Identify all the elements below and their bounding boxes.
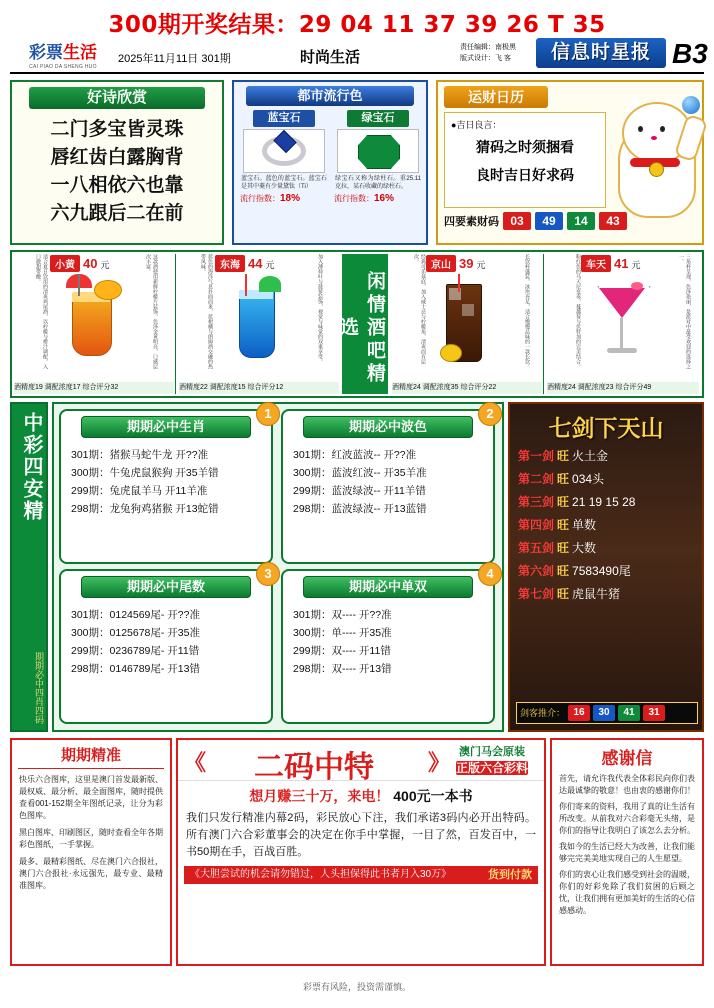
cocktail-image [593, 278, 653, 370]
prediction-row: 301期：0124569尾- 开??准 [71, 609, 200, 621]
gem-index-label: 流行指数： [334, 194, 374, 203]
drink-unit: 元 [265, 260, 275, 270]
drink-name: 东海 [215, 255, 245, 272]
drink-footer: 酒精度24 调配浓度23 综合评分49 [547, 382, 699, 394]
cocktail-image [436, 274, 492, 370]
drink-note-left: 粉红色的马天尼变奏，蔓越莓与伏特加的完美结合。 [575, 254, 581, 369]
emerald-image [337, 129, 419, 173]
cocktail-image [64, 274, 120, 370]
calendar-number: 49 [535, 212, 563, 230]
ad-headline-a: 想月赚三十万，来电！ [249, 788, 390, 804]
ad-right-title: 感谢信 [601, 749, 653, 768]
sword-row [518, 539, 702, 558]
prediction-row: 298期：0146789尾- 开13错 [71, 663, 200, 675]
sword-pick-number: 16 [568, 705, 590, 721]
calendar-numbers-label: 四要素财码 [444, 216, 499, 228]
ads-row [10, 738, 704, 966]
poem-line: 唇红齿白露胸背 [50, 146, 184, 168]
brand-banner: 信息时星报 [536, 38, 666, 68]
prediction-grid [52, 402, 504, 732]
card-title: 期期必中单双 [303, 576, 473, 598]
calendar-number: 14 [567, 212, 595, 230]
calendar-poem-line: 猜码之时须捆看 [476, 140, 574, 156]
poem-line: 一八相依六也靠 [50, 174, 184, 196]
drink-header [215, 255, 274, 269]
prediction-row: 299期：0236789尾- 开11错 [71, 645, 200, 657]
ad-left-title: 期期精准 [60, 747, 121, 764]
drink-card [545, 252, 702, 396]
drink-unit: 元 [476, 260, 486, 270]
editor-credits [460, 42, 516, 64]
ad-center-panel [176, 738, 546, 966]
logo-text-b: 生活 [63, 43, 97, 62]
ad-right-paragraph: 你们寄来的资料，我用了真的让生活有所改变。从前我对六合彩毫无头绪，是你们的指导让我明白了该怎么去分析。 [559, 802, 695, 835]
sword-flag: 旺 [557, 541, 570, 555]
ad-note-text: 《大胆尝试的机会请勿错过，人头担保得此书者月入30万》 [190, 869, 452, 880]
sword-value: 7583490尾 [572, 564, 631, 578]
sword-flag: 旺 [557, 495, 570, 509]
sword-flag: 旺 [557, 449, 570, 463]
logo-pinyin: CAI PIAO DA SHENG HUO [29, 64, 97, 70]
ad-center-body: 我们只发行精准内幕2码，彩民放心下注，我们承诺3码内必开出特码。所有澳门六合彩董事会的决定在你手中掌握，一目了然，百发百中，一书50期在手，百战百胜。 [186, 812, 536, 858]
ad-left-paragraph: 最多、最精彩图纸、尽在澳门六合报社，澳门六合报社·永远强先，最专业、最精准图库。 [19, 857, 163, 890]
ad-left-paragraph: 快乐六合图库，这里是澳门首发最新版、最权威、最分析、最全面图库，随时提供查看001-152期全年图纸记录，让分为彩色图库。 [19, 775, 163, 820]
prediction-row: 298期：蓝波绿波-- 开13蓝错 [293, 503, 427, 515]
drink-note-right: 加入薄荷叶与菠萝装饰，视觉与味觉的双重享受。 [317, 254, 323, 364]
drink-card [177, 252, 341, 396]
gem-index-value: 16% [374, 193, 395, 204]
sword-value: 单数 [572, 518, 597, 532]
drink-price: 39 [459, 256, 474, 271]
poem-line: 六九跟后二在前 [50, 202, 184, 224]
prediction-row: 300期：0125678尾- 开35准 [71, 627, 200, 639]
drinks-center-label: 闲情酒吧精选 [342, 254, 388, 394]
drink-header [50, 255, 109, 269]
row-top [10, 80, 704, 245]
left-banner-title: 中彩四安精 [20, 412, 42, 522]
sword-key: 第三剑 [518, 495, 555, 509]
predictions-row [10, 402, 704, 732]
gem-item [332, 110, 424, 204]
ad-left-panel [10, 738, 172, 966]
header-divider [10, 72, 704, 74]
card-number-badge: 2 [478, 402, 502, 426]
quote-open: 《 [184, 750, 207, 775]
prediction-row: 300期：单---- 开35准 [293, 627, 392, 639]
masthead [0, 36, 714, 70]
sword-key: 第一剑 [518, 449, 555, 463]
ad-right-paragraph: 我如今的生活已经大为改善，让我们能够完完美美地实现自己的人生愿望。 [559, 842, 695, 863]
ad-right-panel [550, 738, 704, 966]
drink-footer: 酒精度22 调配浓度15 综合评分12 [179, 382, 339, 394]
card-rows [71, 446, 271, 518]
drink-price: 41 [614, 256, 629, 271]
poem-line: 二门多宝皆灵珠 [50, 118, 184, 140]
drink-price: 40 [83, 256, 98, 271]
ad-left-paragraph: 黑白图库、印刷图区，随时查看全年各期彩色图纸，一手掌握。 [19, 828, 163, 849]
gem-desc: 绿宝石又称为绿柱石。重25.11克拉，某石收藏的绿柱石。 [335, 176, 421, 190]
drink-header [581, 255, 640, 269]
ad-center-title: 二码中特 [254, 750, 374, 785]
card-number-badge: 1 [256, 402, 280, 426]
drink-note-left: 经典可乐基底，加入威士忌与柠檬角，清爽而有层次。 [413, 254, 426, 364]
gems-title: 都市流行色 [246, 86, 414, 106]
drink-note-left: 蓝色的海洋气息扑面而来，蓝柑橘与朗姆酒交融的热带风味。 [200, 254, 213, 369]
sword-value: 034头 [572, 472, 605, 486]
drink-price: 44 [248, 256, 263, 271]
quote-close: 》 [428, 750, 451, 775]
prediction-row: 301期：双---- 开??准 [293, 609, 392, 621]
card-title: 期期必中波色 [303, 416, 473, 438]
gem-desc: 蓝宝石。蓝色的蓝宝石。蓝宝石是其中菱有少量黛钛（Ti） [241, 176, 327, 190]
card-rows [293, 446, 493, 518]
ad-side-bottom: 正版六合彩料 [455, 761, 528, 775]
ad-side-top: 澳门马会原装 [459, 746, 525, 758]
prediction-row: 300期：蓝波红波-- 开35羊准 [293, 467, 427, 479]
editor-line-2: 版式设计：飞 客 [460, 55, 511, 62]
sword-key: 第六剑 [518, 564, 555, 578]
gem-index [240, 193, 328, 204]
lucky-cat-image [608, 96, 700, 226]
prediction-card-color [281, 406, 495, 564]
sword-row [518, 585, 702, 604]
drink-name: 车天 [581, 255, 611, 272]
sword-row [518, 516, 702, 535]
sword-row [518, 493, 702, 512]
card-number-badge: 4 [478, 562, 502, 586]
sword-flag: 旺 [557, 587, 570, 601]
prediction-row: 301期：猪猴马蛇牛龙 开??准 [71, 449, 209, 461]
prediction-card-zodiac [59, 406, 273, 564]
left-vertical-banner [10, 402, 48, 732]
sword-row [518, 447, 702, 466]
drink-name: 小黄 [50, 255, 80, 272]
drink-note-right: 这款酒使用新鲜柠檬片装饰，色泽金黄明亮，口感层次丰富。 [145, 254, 158, 369]
seven-swords-panel [508, 402, 704, 732]
ad-right-paragraph: 首先，请允许我代表全体彩民向你们表达最诚挚的敬意！也由衷的感谢你们！ [559, 774, 695, 795]
sword-flag: 旺 [557, 472, 570, 486]
sword-key: 第二剑 [518, 472, 555, 486]
prediction-row: 300期：牛兔虎鼠猴狗 开35羊错 [71, 467, 219, 479]
publication-logo [18, 38, 108, 70]
drink-card [390, 252, 544, 396]
editor-line-1: 责任编辑：南极黑 [460, 44, 516, 51]
drink-name: 京山 [426, 255, 456, 272]
payment-badge: 货到付款 [488, 869, 532, 881]
drink-footer: 酒精度24 调配浓度35 综合评分22 [392, 382, 542, 394]
poem-panel [10, 80, 224, 245]
ad-headline-b: 400元一本书 [393, 788, 473, 804]
gem-name: 蓝宝石 [253, 110, 315, 127]
prediction-row: 301期：红波蓝波-- 开??准 [293, 449, 417, 461]
sapphire-ring-image [243, 129, 325, 173]
drink-unit: 元 [100, 260, 110, 270]
poem-title: 好诗欣赏 [29, 87, 205, 109]
gem-item [238, 110, 330, 204]
card-rows [293, 606, 493, 678]
calendar-title: 运财日历 [444, 86, 548, 108]
drinks-row [10, 250, 704, 398]
sword-flag: 旺 [557, 518, 570, 532]
sword-picks-label: 剑客推介： [520, 708, 566, 718]
prediction-row: 299期：蓝波绿波-- 开11羊错 [293, 485, 426, 497]
drink-note-right: 长饮杯盛装，冰块充足，适合慢慢品味的一款长饮。 [524, 254, 530, 369]
card-rows [71, 606, 271, 678]
fortune-calendar-panel [436, 80, 704, 245]
section-title: 时尚生活 [300, 49, 361, 66]
sword-value: 虎鼠牛猪 [572, 587, 621, 601]
calendar-number: 43 [599, 212, 627, 230]
gem-index [334, 193, 422, 204]
sword-value: 大数 [572, 541, 597, 555]
gems-panel [232, 80, 428, 245]
ad-center-headline [186, 786, 536, 806]
sword-row [518, 470, 702, 489]
sword-value: 火土金 [572, 449, 609, 463]
calendar-text-box [444, 112, 606, 208]
card-title: 期期必中尾数 [81, 576, 251, 598]
sword-picks [516, 702, 698, 724]
gem-name: 绿宝石 [347, 110, 409, 127]
drink-note-left: 适合夏日饮用的清爽鸡尾酒，以柠檬与橙汁调配，入口微甜带酸。 [35, 254, 48, 369]
prediction-row: 299期：兔虎鼠羊马 开11羊准 [71, 485, 208, 497]
sword-value: 21 19 15 28 [572, 495, 636, 509]
sword-key: 第七剑 [518, 587, 555, 601]
sword-pick-number: 41 [618, 705, 640, 721]
sword-key: 第四剑 [518, 518, 555, 532]
calendar-number: 03 [503, 212, 531, 230]
ad-right-paragraph: 你们的衷心让我们感受到社会的温暖，你们的好彩免除了我们贫困的后顾之忧，让我们拥有更加美好的生活的心信感感动。 [559, 870, 695, 915]
seven-swords-title: 七剑下天山 [548, 415, 664, 442]
card-number-badge: 3 [256, 562, 280, 586]
issue-date: 2025年11月11日 301期 [118, 53, 231, 65]
gem-index-label: 流行指数： [240, 194, 280, 203]
sword-flag: 旺 [557, 564, 570, 578]
prediction-row: 298期：双---- 开13错 [293, 663, 392, 675]
page-mark: B3 [672, 38, 708, 69]
logo-text-a: 彩票 [29, 43, 63, 62]
ad-center-header [178, 740, 544, 785]
sword-row [518, 562, 702, 581]
gem-index-value: 18% [280, 193, 301, 204]
drink-card [12, 252, 176, 396]
prediction-row: 298期：龙兔狗鸡猪猴 开13蛇错 [71, 503, 219, 515]
cocktail-image [229, 274, 285, 370]
poem-body [12, 115, 222, 227]
drink-unit: 元 [631, 260, 641, 270]
sword-pick-number: 30 [593, 705, 615, 721]
ad-center-note [184, 866, 538, 884]
headline: 300期开奖结果：29 04 11 37 39 26 T 35 [108, 12, 606, 38]
card-title: 期期必中生肖 [81, 416, 251, 438]
calendar-poem-line: 良时吉日好求码 [476, 168, 574, 184]
auspicious-label: ●吉日良言： [451, 120, 502, 130]
ad-center-side [444, 743, 540, 776]
sword-pick-number: 31 [643, 705, 665, 721]
drink-footer: 酒精度19 调配浓度17 综合评分32 [14, 382, 174, 394]
drink-header [426, 255, 485, 269]
page-footer: 彩票有风险，投资需谨慎。 [302, 982, 411, 992]
prediction-card-oddeven [281, 566, 495, 724]
prediction-card-tail [59, 566, 273, 724]
left-banner-subtitle: 期期必中四肖四码 [34, 652, 44, 724]
sword-key: 第五剑 [518, 541, 555, 555]
drink-note-right: 三角杯呈现，色泽艳丽，是派对中最受欢迎的选择之一。 [678, 254, 691, 369]
prediction-row: 299期：双---- 开11错 [293, 645, 391, 657]
